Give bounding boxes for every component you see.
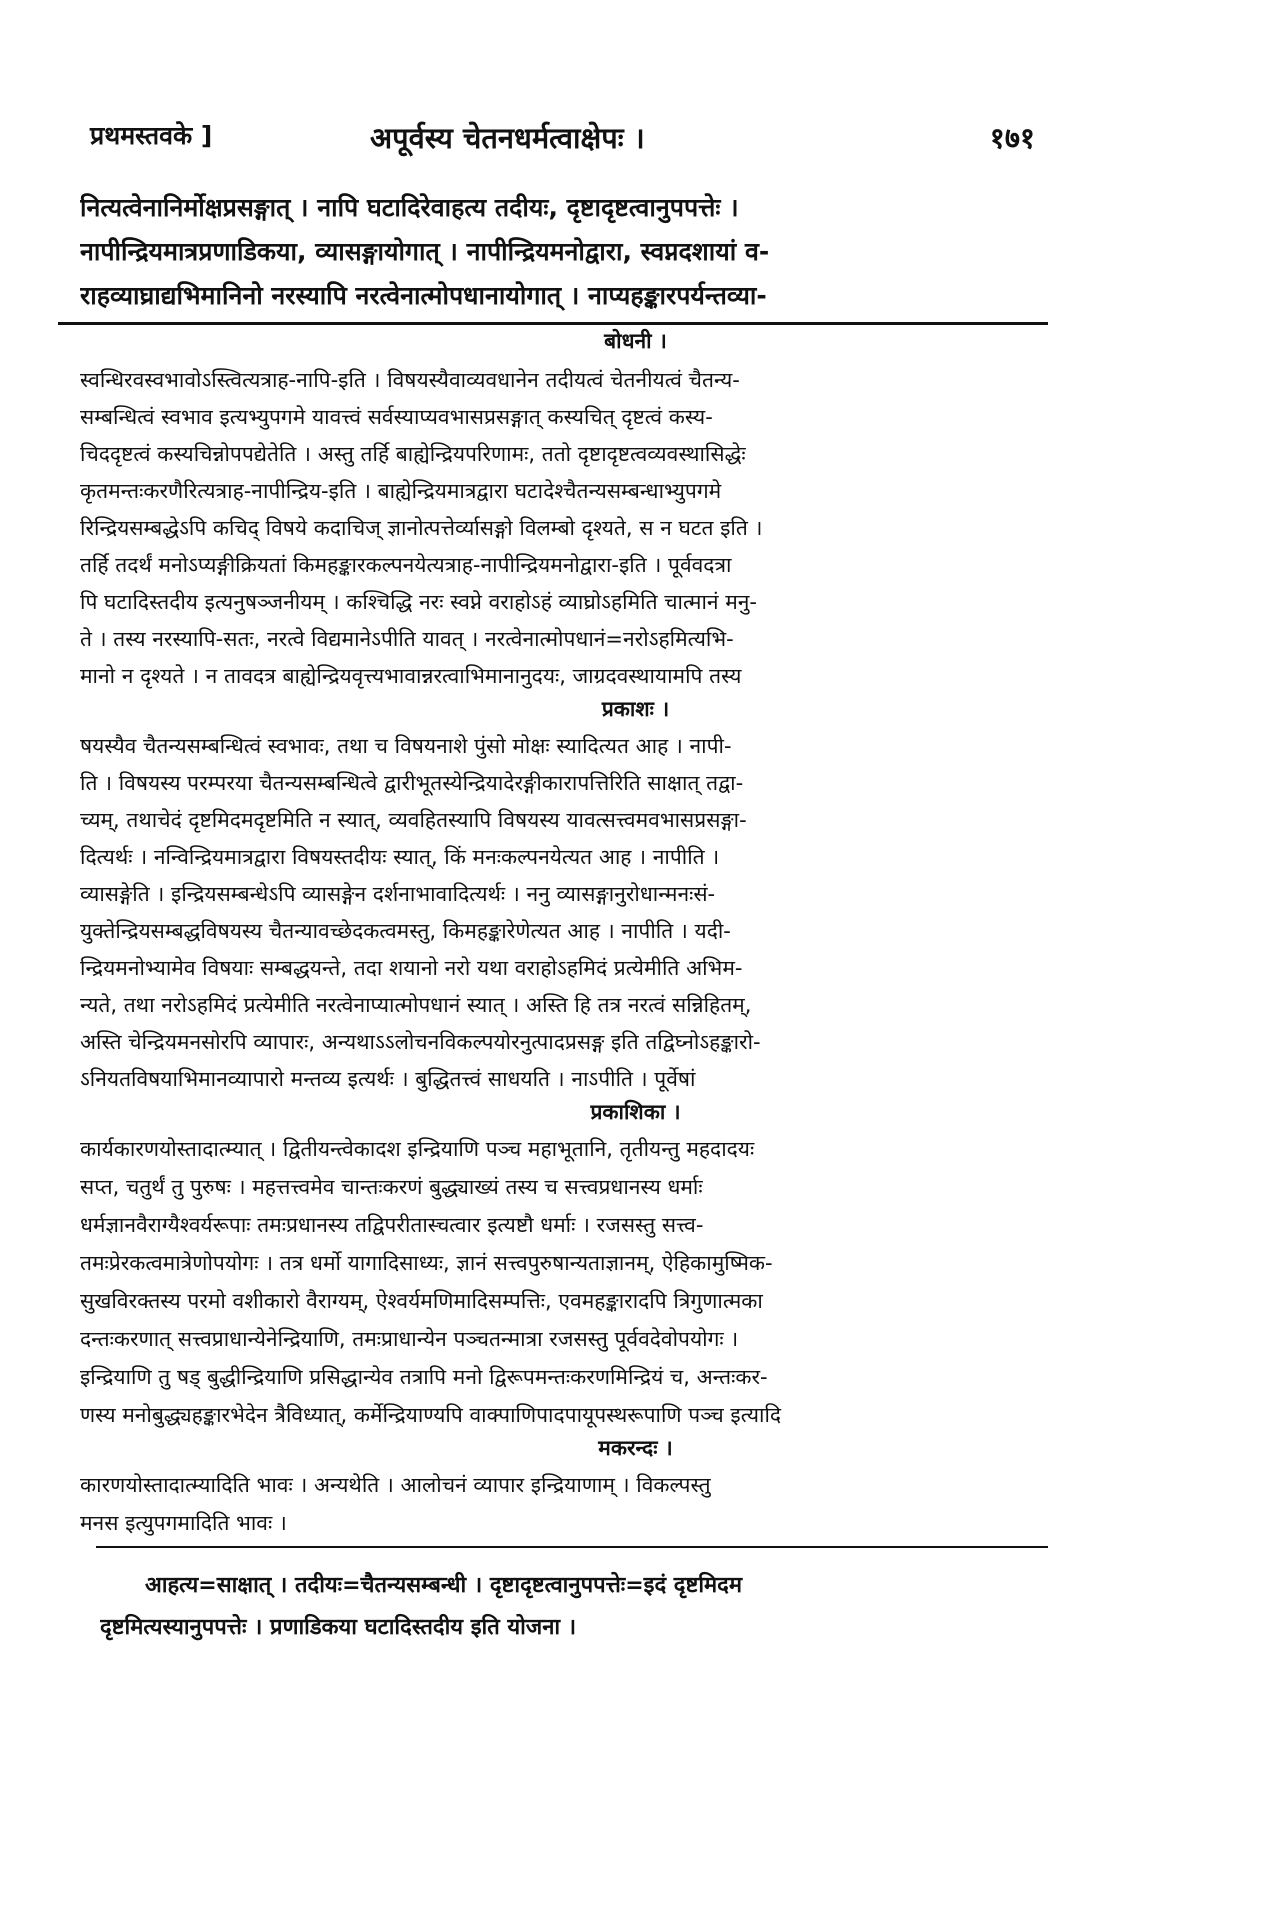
footnote-line: आहत्य=साक्षात् । तदीयः=चैतन्यसम्बन्धी । दृष्टादृष्टत्वानुपपत्तेः=इदं दृष्टमिदम bbox=[145, 1573, 743, 1598]
root-line: नापीन्द्रियमात्रप्रणाडिकया, व्यासङ्गायोगात् । नापीन्द्रियमनोद्वारा, स्वप्नदशायां व- bbox=[80, 237, 770, 266]
commentary-line: धर्मज्ञानवैराग्यैश्वर्यरूपाः तमःप्रधानस्य तद्विपरीतास्चत्वार इत्यष्टौ धर्माः । रजसस्तु सत्त्व- bbox=[80, 1213, 704, 1237]
commentary-line: कृतमन्तःकरणैरित्यत्राह-नापीन्द्रिय-इति । बाह्येन्द्रियमात्रद्वारा घटादेश्चैतन्यसम्बन्धाभ्युपगमे bbox=[80, 479, 722, 503]
root-divider bbox=[58, 322, 1048, 325]
running-header bbox=[90, 118, 1035, 158]
commentary-line: चिददृष्टत्वं कस्यचिन्नोपपद्येतेति । अस्तु तर्हि बाह्येन्द्रियपरिणामः, ततो दृष्टादृष्टत्वव्यवस्थासिद्धेः bbox=[80, 442, 746, 466]
page-number: १७१ bbox=[989, 121, 1035, 155]
commentary-line: मनस इत्युपगमादिति भावः । bbox=[80, 1511, 287, 1535]
commentary-line: रिन्द्रियसम्बद्धेऽपि कचिद् विषये कदाचिज् ज्ञानोत्पत्तेर्व्यासङ्गो विलम्बो दृश्यते, स न घटत इति । bbox=[80, 516, 763, 540]
commentary-line: च्यम्, तथाचेदं दृष्टमिदमदृष्टमिति न स्यात्, व्यवहितस्यापि विषयस्य यावत्सत्त्वमवभासप्रसङ्गा- bbox=[80, 808, 747, 832]
footnote-divider bbox=[96, 1546, 1048, 1548]
commentary-line: तमःप्रेरकत्वमात्रेणोपयोगः । तत्र धर्मो यागादिसाध्यः, ज्ञानं सत्त्वपुरुषान्यताज्ञानम्, ऐहिकामुष्मिक- bbox=[80, 1251, 773, 1275]
commentary-line: सुखविरक्तस्य परमो वशीकारो वैराग्यम्, ऐश्वर्यमणिमादिसम्पत्तिः, एवमहङ्कारादपि त्रिगुणात्मका bbox=[80, 1289, 763, 1313]
section-label: प्रथमस्तवके ] bbox=[90, 121, 213, 150]
commentary-heading-prakashika: प्रकाशिका । bbox=[590, 1100, 681, 1124]
commentary-line: मानो न दृश्यते । न तावदत्र बाह्येन्द्रियवृत्त्यभावान्नरत्वाभिमानानुदयः, जाग्रदवस्थायामपि तस्य bbox=[80, 664, 742, 688]
commentary-heading-prakasha: प्रकाशः । bbox=[601, 697, 670, 721]
commentary-line: न्यते, तथा नरोऽहमिदं प्रत्येमीति नरत्वेनाप्यात्मोपधानं स्यात् । अस्ति हि तत्र नरत्वं सन्निहितम्, bbox=[80, 993, 752, 1017]
page-title: अपूर्वस्य चेतनधर्मत्वाक्षेपः । bbox=[370, 121, 645, 155]
commentary-line: स्वन्धिरवस्वभावोऽस्त्वित्यत्राह-नापि-इति । विषयस्यैवाव्यवधानेन तदीयत्वं चेतनीयत्वं चैतन्य- bbox=[80, 368, 740, 392]
footnote-line: दृष्टमित्यस्यानुपपत्तेः । प्रणाडिकया घटादिस्तदीय इति योजना । bbox=[100, 1615, 577, 1640]
commentary-line: ति । विषयस्य परम्परया चैतन्यसम्बन्धित्वे द्वारीभूतस्येन्द्रियादेरङ्गीकारापत्तिरिति साक्षात् तद्वा- bbox=[80, 771, 744, 795]
root-line: नित्यत्वेनानिर्मोक्षप्रसङ्गात् । नापि घटादिरेवाहत्य तदीयः, दृष्टादृष्टत्वानुपपत्तेः । bbox=[80, 193, 739, 222]
commentary-line: तर्हि तदर्थं मनोऽप्यङ्गीक्रियतां किमहङ्कारकल्पनयेत्यत्राह-नापीन्द्रियमनोद्वारा-इति । पूर्ववदत्रा bbox=[80, 553, 732, 577]
commentary-line: ऽनियतविषयाभिमानव्यापारो मन्तव्य इत्यर्थः । बुद्धितत्त्वं साधयति । नाऽपीति । पूर्वेषां bbox=[80, 1067, 696, 1091]
commentary-line: णस्य मनोबुद्ध्यहङ्कारभेदेन त्रैविध्यात्, कर्मेन्द्रियाण्यपि वाक्पाणिपादपायूपस्थरूपाणि पञ्च इत्यादि bbox=[80, 1403, 782, 1427]
commentary-line: युक्तेन्द्रियसम्बद्धविषयस्य चैतन्यावच्छेदकत्वमस्तु, किमहङ्कारेणेत्यत आह । नापीति । यदी- bbox=[80, 919, 731, 943]
commentary-line: ते । तस्य नरस्यापि-सतः, नरत्वे विद्यमानेऽपीति यावत् । नरत्वेनात्मोपधानं=नरोऽहमित्यभि- bbox=[80, 627, 734, 651]
commentary-line: व्यासङ्गेति । इन्द्रियसम्बन्धेऽपि व्यासङ्गेन दर्शनाभावादित्यर्थः । ननु व्यासङ्गानुरोधान्मनःसं- bbox=[80, 882, 716, 906]
root-line: राहव्याघ्राद्यभिमानिनो नरस्यापि नरत्वेनात्मोपधानायोगात् । नाप्यहङ्कारपर्यन्तव्या- bbox=[80, 281, 767, 310]
commentary-line: षयस्यैव चैतन्यसम्बन्धित्वं स्वभावः, तथा च विषयनाशे पुंसो मोक्षः स्यादित्यत आह । नापी- bbox=[80, 734, 732, 758]
commentary-line: कार्यकारणयोस्तादात्म्यात् । द्वितीयन्त्वेकादश इन्द्रियाणि पञ्च महाभूतानि, तृतीयन्तु महदादयः bbox=[80, 1137, 755, 1161]
commentary-line: दित्यर्थः । नन्विन्द्रियमात्रद्वारा विषयस्तदीयः स्यात्, किं मनःकल्पनयेत्यत आह । नापीति । bbox=[80, 845, 720, 869]
commentary-line: इन्द्रियाणि तु षड् बुद्धीन्द्रियाणि प्रसिद्धान्येव तत्रापि मनो द्विरूपमन्तःकरणमिन्द्रियं च, अन्तःकर- bbox=[80, 1365, 768, 1389]
commentary-heading-makaranda: मकरन्दः । bbox=[598, 1436, 673, 1460]
commentary-line: सम्बन्धित्वं स्वभाव इत्यभ्युपगमे यावत्त्वं सर्वस्याप्यवभासप्रसङ्गात् कस्यचित् दृष्टत्वं कस्य- bbox=[80, 405, 713, 429]
commentary-line: पि घटादिस्तदीय इत्यनुषञ्जनीयम् । कश्चिद्धि नरः स्वप्ने वराहोऽहं व्याघ्रोऽहमिति चात्मानं मनु- bbox=[80, 590, 758, 614]
commentary-line: कारणयोस्तादात्म्यादिति भावः । अन्यथेति । आलोचनं व्यापार इन्द्रियाणाम् । विकल्पस्तु bbox=[80, 1473, 711, 1497]
commentary-line: न्द्रियमनोभ्यामेव विषयाः सम्बद्धयन्ते, तदा शयानो नरो यथा वराहोऽहमिदं प्रत्येमीति अभिम- bbox=[80, 956, 743, 980]
commentary-line: दन्तःकरणात् सत्त्वप्राधान्येनेन्द्रियाणि, तमःप्राधान्येन पञ्चतन्मात्रा रजसस्तु पूर्ववदेवोपयोगः । bbox=[80, 1327, 739, 1351]
commentary-line: सप्त, चतुर्थं तु पुरुषः । महत्तत्त्वमेव चान्तःकरणं बुद्ध्याख्यं तस्य च सत्त्वप्रधानस्य धर्माः bbox=[80, 1175, 703, 1199]
commentary-line: अस्ति चेन्द्रियमनसोरपि व्यापारः, अन्यथाऽऽलोचनविकल्पयोरनुत्पादप्रसङ्ग इति तद्विघ्नोऽहङ्कारो- bbox=[80, 1030, 761, 1054]
commentary-heading-bodhani: बोधनी । bbox=[604, 329, 667, 353]
